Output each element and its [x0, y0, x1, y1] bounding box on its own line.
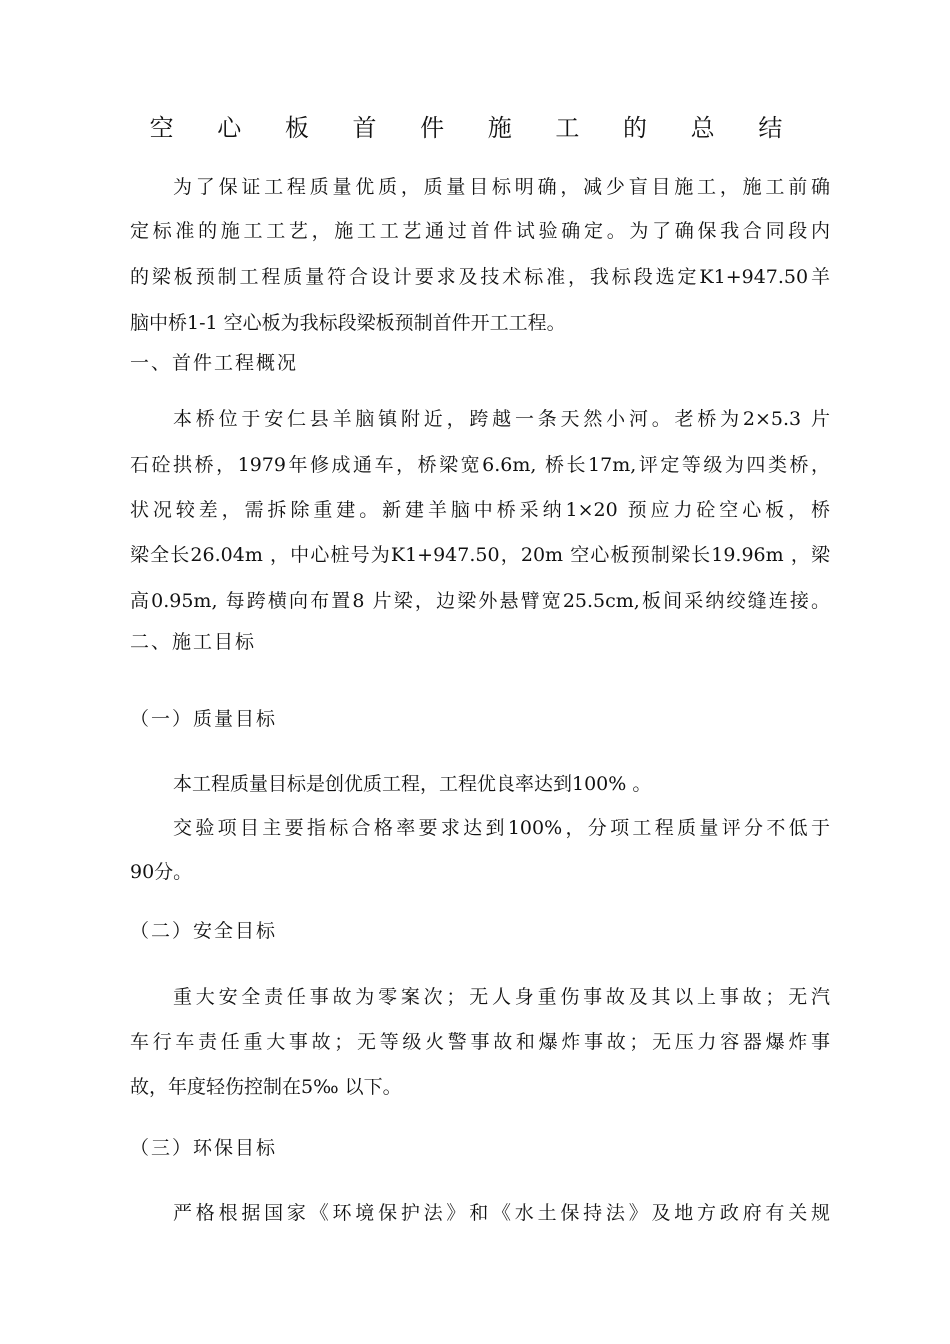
- subheading-quality: （一）质量目标: [130, 708, 278, 730]
- intro-line-3: 的梁板预制工程质量符合设计要求及技术标准，我标段选定K1+947.50羊: [130, 266, 830, 288]
- overview-line-3: 状况较差，需拆除重建。新建羊脑中桥采纳1×20 预应力砼空心板，桥: [130, 499, 830, 521]
- safety-line-3: 故，年度轻伤控制在5‰ 以下。: [130, 1076, 402, 1098]
- section-heading-overview: 一、首件工程概况: [130, 352, 299, 374]
- environment-line-1: 严格根据国家《环境保护法》和《水土保持法》及地方政府有关规: [173, 1202, 830, 1224]
- subheading-environment: （三）环保目标: [130, 1137, 278, 1159]
- intro-line-1: 为了保证工程质量优质，质量目标明确，减少盲目施工，施工前确: [173, 176, 830, 198]
- overview-line-4: 梁全长26.04m ，中心桩号为K1+947.50，20m 空心板预制梁长19.96m ，梁: [130, 544, 830, 566]
- section-heading-goals: 二、施工目标: [130, 631, 257, 653]
- intro-line-4: 脑中桥1-1 空心板为我标段梁板预制首件开工工程。: [130, 312, 566, 334]
- overview-line-2: 石砼拱桥，1979年修成通车，桥梁宽6.6m, 桥长17m,评定等级为四类桥，: [130, 454, 830, 476]
- intro-line-2: 定标准的施工工艺，施工工艺通过首件试验确定。为了确保我合同段内: [130, 220, 830, 242]
- quality-line-2: 交验项目主要指标合格率要求达到100%，分项工程质量评分不低于: [173, 817, 830, 839]
- document-title: 空 心 板 首 件 施 工 的 总 结: [149, 114, 801, 142]
- quality-line-1: 本工程质量目标是创优质工程，工程优良率达到100% 。: [173, 773, 652, 795]
- overview-line-5: 高0.95m, 每跨横向布置8 片梁，边梁外悬臂宽25.5cm,板间采纳绞缝连接。: [130, 590, 830, 612]
- safety-line-2: 车行车责任重大事故；无等级火警事故和爆炸事故；无压力容器爆炸事: [130, 1031, 830, 1053]
- safety-line-1: 重大安全责任事故为零案次；无人身重伤事故及其以上事故；无汽: [173, 986, 830, 1008]
- overview-line-1: 本桥位于安仁县羊脑镇附近，跨越一条天然小河。老桥为2×5.3 片: [173, 408, 830, 430]
- quality-line-3: 90分。: [130, 861, 193, 883]
- subheading-safety: （二）安全目标: [130, 920, 278, 942]
